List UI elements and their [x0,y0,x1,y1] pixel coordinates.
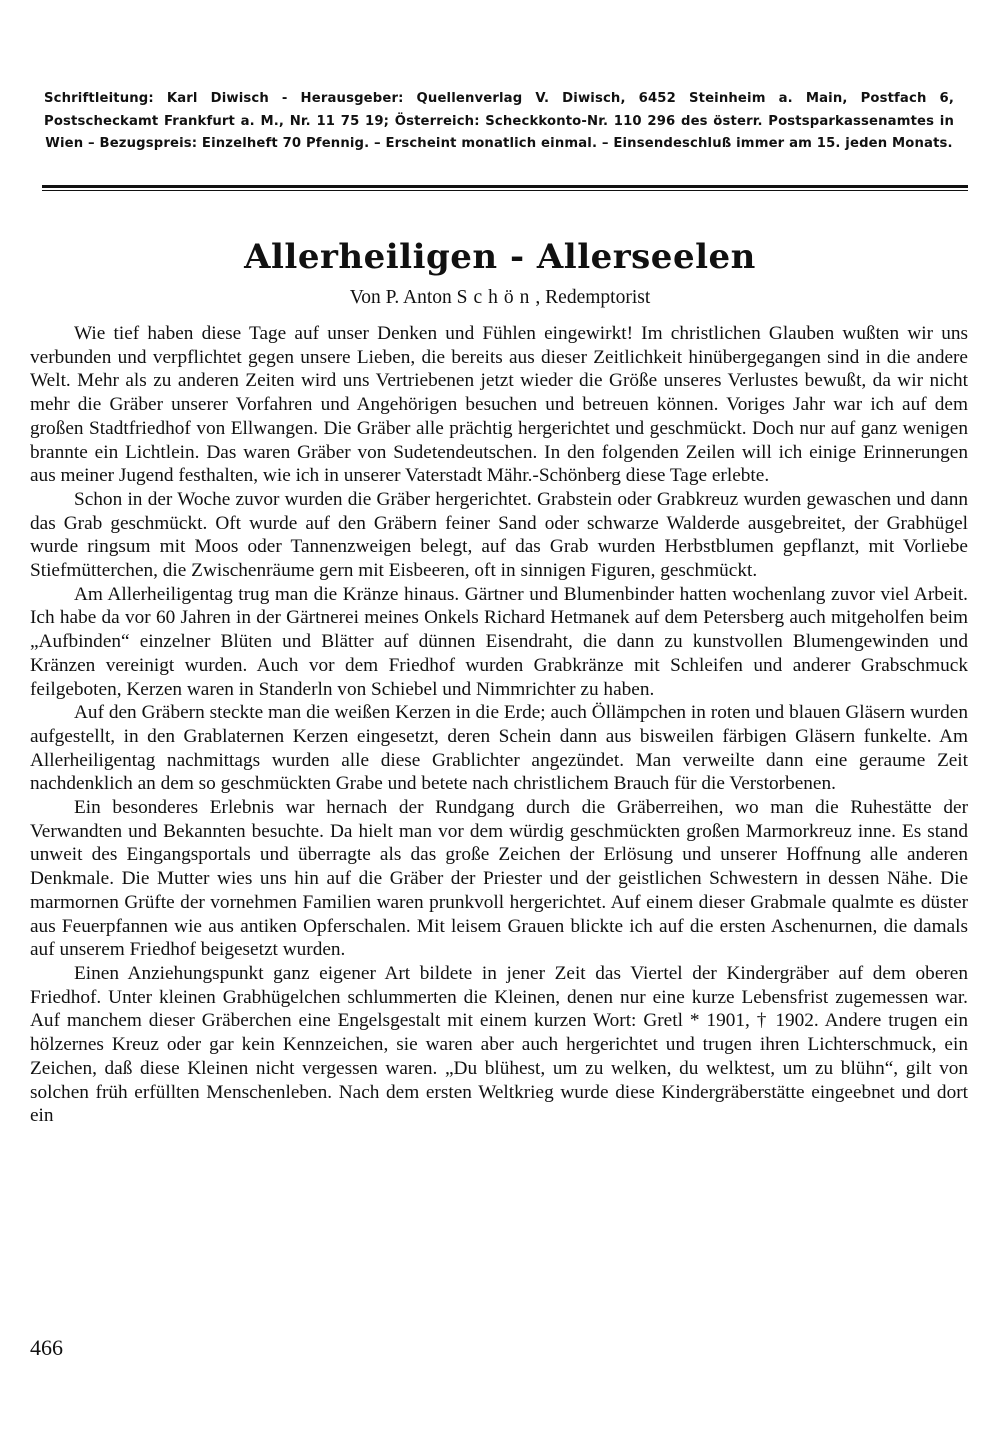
header-rule-thick [42,185,968,188]
byline-prefix: Von P. Anton [349,287,452,308]
masthead-imprint: Schriftleitung: Karl Diwisch - Herausgeber: Quellenverlag V. Diwisch, 6452 Steinheim a. Main, Postfach 6, Postscheckamt Frankfurt a. M., Nr. 11 75 19; Österreich: Scheckkonto-Nr. 110 296 des österr. Postsparkassenamtes in Wien – Bezugspreis: Einzelheft 70 Pfennig. – Erscheint monatlich einmal. – Einsendeschluß immer am 15. jeden Monats. [44,91,954,151]
byline-suffix: , Redemptorist [535,287,651,308]
body-paragraph: Ein besonderes Erlebnis war hernach der Rundgang durch die Gräberreihen, wo man die Ruhestätte der Verwandten und Bekannten besuchte. Da hielt man vor dem würdig geschmückten großen Marmorkreuz inne. Es stand unweit des Eingangsportals und überragte als das große Zeichen der Erlösung und unserer Hoffnung alle anderen Denkmale. Die Mutter wies uns hin auf die Gräber der Priester und der geistlichen Schwestern in dessen Nähe. Die marmornen Grüfte der vornehmen Familien waren prunkvoll hergerichtet. Auf einem dieser Grabmale qualmte es düster aus Feuerpfannen wie aus antiken Opferschalen. Mit leisem Grauen blickte ich auf die ersten Aschenurnen, die damals auf unserem Friedhof beigesetzt wurden. [30,797,968,961]
article-body [30,322,968,1128]
page-number: 466 [30,1335,63,1360]
body-paragraph: Schon in der Woche zuvor wurden die Gräber hergerichtet. Grabstein oder Grabkreuz wurden gewaschen und dann das Grab geschmückt. Oft wurde auf den Gräbern feiner Sand oder schwarze Walderde ausgebreitet, der Grabhügel wurde ringsum mit Moos oder Tannenzweigen belegt, auf das Grab wurden Herbstblumen gepflanzt, mit Vorliebe Stiefmütterchen, die Zwischenräume gern mit Eisbeeren, oft in sinnigen Figuren, geschmückt. [30,488,968,582]
body-paragraph: Wie tief haben diese Tage auf unser Denken und Fühlen eingewirkt! Im christlichen Glauben wußten wir uns verbunden und verpflichtet gegen unsere Lieben, die bereits aus dieser Zeitlichkeit hinübergegangen sind in die andere Welt. Mehr als zu anderen Zeiten wird uns Vertriebenen jetzt wieder die Größe unseres Verlustes bewußt, da wir nicht mehr die Gräber unserer Vorfahren und Angehörigen besuchen und betreuen können. Voriges Jahr war ich auf dem großen Stadtfriedhof von Ellwangen. Die Gräber alle prächtig hergerichtet und geschmückt. Doch nur auf ganz wenigen brannte ein Lichtlein. Das waren Gräber von Sudetendeutschen. In den folgenden Zeilen will ich einige Erinnerungen aus meiner Jugend festhalten, wie ich in unserer Vaterstadt Mähr.-Schönberg diese Tage erlebte. [30,323,968,487]
body-paragraph: Einen Anziehungspunkt ganz eigener Art bildete in jener Zeit das Viertel der Kindergräber auf dem oberen Friedhof. Unter kleinen Grabhügelchen schlummerten die Kleinen, denen nur eine kurze Lebensfrist zugemessen war. Auf manchem dieser Gräberchen eine Engelsgestalt mit einem kurzen Wort: Gretl * 1901, † 1902. Andere trugen ein hölzernes Kreuz oder gar kein Kennzeichen, sie waren aber auch hergerichtet und trugen ihren Lichterschmuck, ein Zeichen, daß diese Kleinen nicht vergessen waren. „Du blühest, um zu welken, du welktest, um zu blühn“, gilt von solchen früh erfüllten Menschenleben. Nach dem ersten Weltkrieg wurde diese Kindergräberstätte eingeebnet und dort ein [30,962,968,1127]
body-paragraph: Auf den Gräbern steckte man die weißen Kerzen in die Erde; auch Öllämpchen in roten und blauen Gläsern wurden aufgestellt, in den Grablaternen Kerzen eingesetzt, deren Schein dann aus bisweilen färbigen Gläsern funkelte. Am Allerheiligentag nachmittags wurden alle diese Grablichter angezündet. Man verweilte dann eine geraume Zeit nachdenklich an dem so geschmückten Grabe und betete nach christlichem Brauch für die Verstorbenen. [30,702,968,795]
header-rule-thin [42,190,968,191]
article-title: Allerheiligen - Allerseelen [244,237,756,277]
article-byline [0,285,1000,311]
byline-author-name: Schön [456,287,536,308]
body-paragraph: Am Allerheiligentag trug man die Kränze hinaus. Gärtner und Blumenbinder hatten wochenlang zuvor viel Arbeit. Ich habe da vor 60 Jahren in der Gärtnerei meines Onkels Richard Hetmanek auf dem Petersberg auch mitgeholfen beim „Aufbinden“ einzelner Blüten und Blätter auf dünnen Eisendraht, die dann zu kunstvollen Blumengewinden und Kränzen vereinigt wurden. Auch vor dem Friedhof wurden Grabkränze mit Schleifen und anderer Grabschmuck feilgeboten, Kerzen waren in Standerln von Schiebel und Nimmrichter zu haben. [30,583,968,700]
